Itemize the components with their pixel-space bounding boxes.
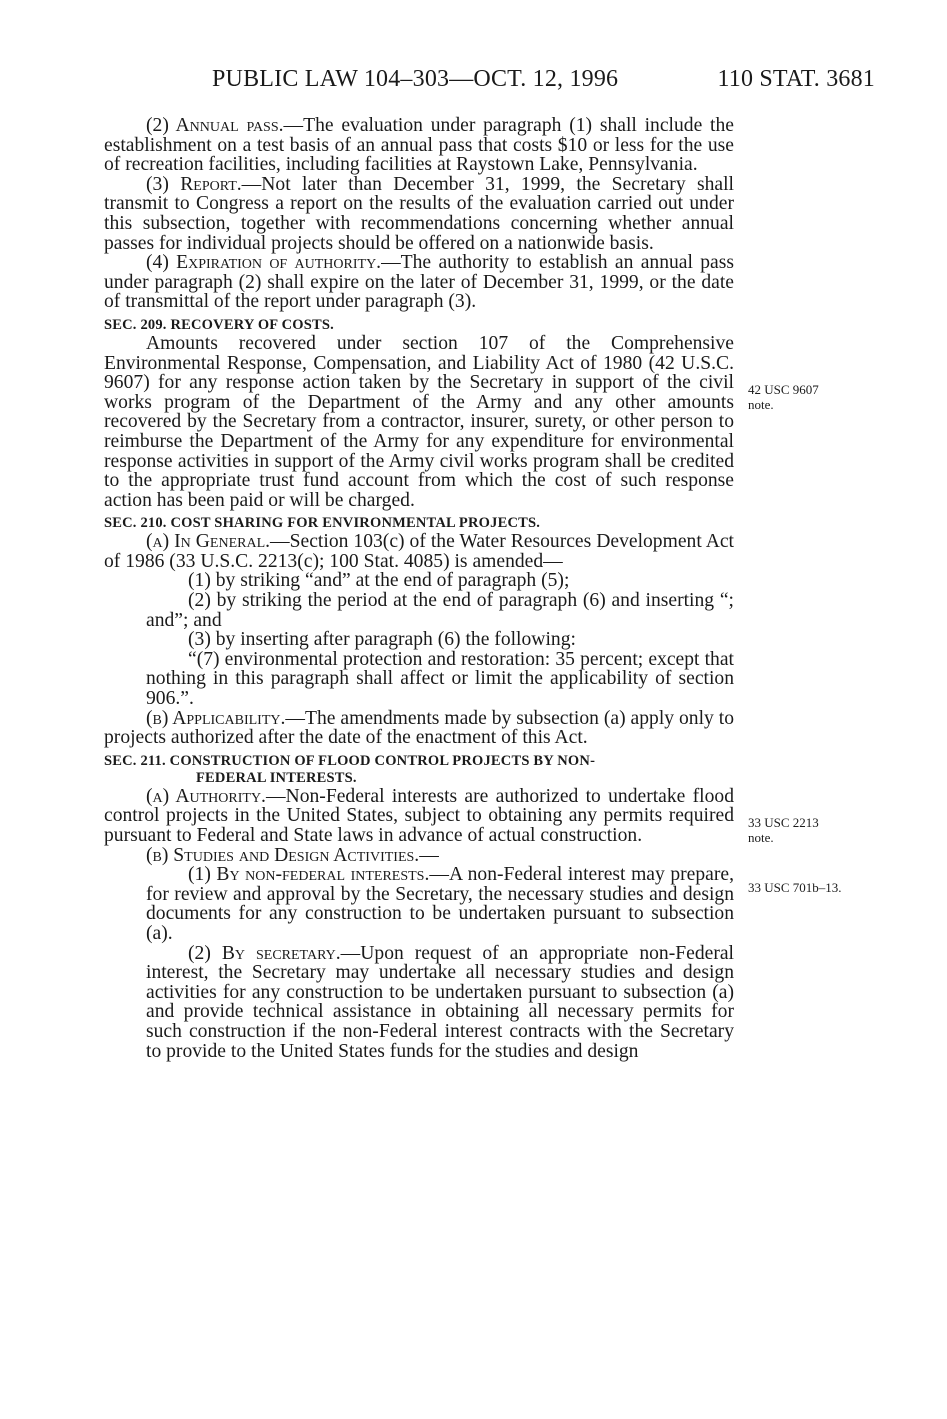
margin-note-citation: 33 USC 701b–13. [748,880,842,895]
amendment-item-3: (3) by inserting after paragraph (6) the following: [188,629,576,651]
section-209-text: Amounts recovered under section 107 of the Comprehensive Environmental Response, Compensation, and Liability Act of 1980 (42 U.S.C. 9607) for any response action taken by the Secretary in support of the civil works program of the Department of the Army and any other amounts recovered by the Secretary from a contractor, insurer, surety, or other person to reimburse the Department of the Army for any expenditure for environmental response activities in support of the Army civil works program shall be credited to the appropriate trust fund account from which the cost of such response action has been paid or will be charged. [104,332,734,511]
stat-page-reference: 110 STAT. 3681 [717,66,875,92]
paragraph-heading: (2) By secretary. [188,942,341,964]
margin-note-sec-209 [748,382,819,412]
margin-note-citation: 42 USC 9607 [748,382,819,397]
paragraph-text: —Not later than December 31, 1999, the Secretary shall transmit to Congress a report on the results of the evaluation carried out under this subsection, together with recommendations concerning whether annual passes for individual projects should be offered on a nationwide basis. [104,173,734,254]
paragraph-text: —The evaluation under paragraph (1) shall include the establishment on a test basis of an annual pass that costs $10 or less for the use of recreation facilities, including facilities at Raystown Lake, Pennsylvania. [104,115,734,176]
paragraph-2-annual-pass [104,116,734,175]
subsection-text: —Section 103(c) of the Water Resources Development Act of 1986 (33 U.S.C. 2213(c); 100 Stat. 4085) is amended— [104,531,734,572]
subsection-a-authority [104,787,734,846]
margin-note-sec-210 [748,815,819,845]
paragraph-heading: (3) Report. [146,173,242,195]
amendment-item-2: (2) by striking the period at the end of paragraph (6) and inserting “; and”; and [146,590,734,631]
subsection-heading: (b) Studies and Design Activities. [146,844,420,866]
paragraph-1-by-non-federal-interests [104,865,734,943]
subsection-b-applicability [104,709,734,748]
section-210-heading: SEC. 210. COST SHARING FOR ENVIRONMENTAL PROJECTS. [104,515,541,532]
paragraph-3-report [104,175,734,253]
paragraph-heading: (1) By non-federal interests. [188,864,430,886]
paragraph-text: —The authority to establish an annual pass under paragraph (2) shall expire on the later of December 31, 1999, or the date of transmittal of the report under paragraph (3). [104,252,734,313]
margin-note-label: note. [748,397,774,412]
margin-note-sec-211 [748,880,842,895]
subsection-text: —Non-Federal interests are authorized to undertake flood control projects in the United States, subject to obtaining any permits required pursuant to Federal and State laws in advance of actual construction. [104,785,734,846]
subsection-b-studies-design [104,846,734,866]
paragraph-heading: (2) Annual pass. [146,115,284,136]
section-211-heading-continued: FEDERAL INTERESTS. [196,769,357,786]
subsection-heading: (a) In General. [146,531,271,553]
paragraph-heading: (4) Expiration of authority. [146,252,382,274]
body-text-column [104,116,734,1061]
section-211-heading: SEC. 211. CONSTRUCTION OF FLOOD CONTROL PROJECTS BY NON- [104,752,596,769]
paragraph-4-expiration [104,253,734,312]
section-209-heading: SEC. 209. RECOVERY OF COSTS. [104,316,335,333]
subsection-text: — [419,844,439,866]
subsection-a-in-general [104,532,734,571]
margin-note-citation: 33 USC 2213 [748,815,819,830]
paragraph-text: —Upon request of an appropriate non-Federal interest, the Secretary may undertake all necessary studies and design activities for any construction to be undertaken pursuant to subsection (a) and provide technical assistance in obtaining all necessary permits for such construction if the non-Federal interest contracts with the Secretary to provide to the United States funds for the studies and design [146,942,734,1062]
subsection-text: —The amendments made by subsection (a) apply only to projects authorized after the date of the enactment of this Act. [104,707,734,749]
inserted-paragraph-7-quote: “(7) environmental protection and restoration: 35 percent; except that nothing in this paragraph shall affect or limit the applicability of section 906.”. [146,648,734,710]
paragraph-text: —A non-Federal interest may prepare, for review and approval by the Secretary, the necessary studies and design documents for any construction to be undertaken pursuant to subsection (a). [146,864,734,944]
amendment-item-1: (1) by striking “and” at the end of paragraph (5); [188,570,570,592]
subsection-heading: (b) Applicability. [146,707,286,729]
running-title: PUBLIC LAW 104–303—OCT. 12, 1996 [212,66,619,92]
subsection-heading: (a) Authority. [146,785,266,807]
paragraph-2-by-secretary [104,944,734,1062]
margin-note-label: note. [748,830,774,845]
